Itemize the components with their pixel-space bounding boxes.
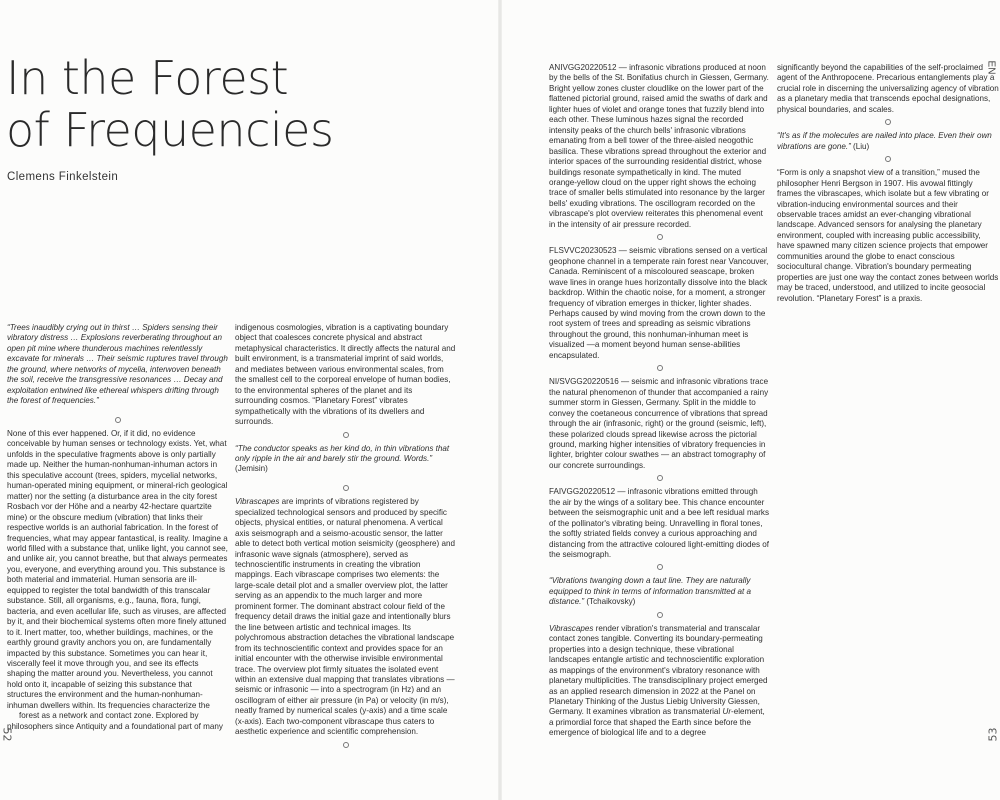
quote-attribution: (Tchaikovsky) xyxy=(586,597,636,607)
title-line-2: of Frequencies xyxy=(6,103,334,157)
body-paragraph: FAIVGG20220512 — infrasonic vibrations emitted through the air by the wings of a solitary bee. This chance encounter between the seismographic unit and a bee left residual marks of the pollinator's vibrating being. Unravelling in floral tones, the softly striated fields convey a curious approaching and distancing from the attractive coloured light-emitting diodes of the seismograph. xyxy=(549,487,770,560)
body-paragraph: significantly beyond the capabilities of the self-proclaimed agent of the Anthropocene. Precarious entanglements play a crucial role in discerning the universalizing agency of vibration as a planetary media that transcends epochal designations, physical boundaries, and scales. xyxy=(777,63,999,114)
section-divider-dot xyxy=(657,612,663,618)
page-number-left: 52 xyxy=(0,727,14,742)
article-title xyxy=(6,52,333,156)
section-divider-dot xyxy=(657,365,663,371)
quote-text: “The conductor speaks as her kind do, in thin vibrations that only ripple in the air and barely stir the ground. Words.” xyxy=(235,443,450,463)
column-1 xyxy=(7,323,229,732)
body-paragraph xyxy=(235,497,457,737)
right-page xyxy=(500,0,1000,800)
term-vibrascapes: Vibrascapes xyxy=(235,497,280,507)
section-divider-dot xyxy=(885,119,891,125)
body-paragraph: ANIVGG20220512 — infrasonic vibrations produced at noon by the bells of the St. Bonifatius church in Giessen, Germany. Bright yellow zones cluster cloudlike on the lower part of the flattened pictorial ground, raised amid the swaths of dark and lighter hues of violet and orange tones that fuzzily blend into each other. These luminous hazes signal the recorded intensity peaks of the church bells' infrasonic vibrations emanating from a bell tower of the three-aisled neogothic basilica. These vibrations spread throughout the exterior and interior spaces of the surrounding residential district, whose buildings resonate sympathetically in kind. The muted orange-yellow cloud on the upper right shows the echoing trace of smaller bells stimulated into resonance by the larger bells' exuding vibrations. The oscillogram recorded on the vibrascape's plot overview reiterates this phenomenal event in the intensity of air pressure recorded. xyxy=(549,63,769,229)
section-divider-dot xyxy=(343,742,349,748)
section-divider-dot xyxy=(657,234,663,240)
quote-block xyxy=(235,444,457,475)
author-name: Clemens Finkelstein xyxy=(7,171,119,183)
title-line-1: In the Forest xyxy=(6,51,289,105)
body-paragraph xyxy=(549,624,771,739)
epigraph-quote: “Trees inaudibly crying out in thirst … Spiders sensing their vibratory distress … Explosions reverberating throughout an open pit mine where thunderous machines relentlessly excavate for minerals … Their seismic ruptures travel through the ground, where networks of mycelia, interwoven beneath the soil, receive the transgressive resonances … Decay and exploitation entwined like ethereal whispers drifting through the forest of frequencies.” xyxy=(7,323,228,406)
body-paragraph: indigenous cosmologies, vibration is a captivating boundary object that coalesces concrete physical and abstract metaphysical characteristics. It directly affects the natural and built environment, is a transmaterial imprint of said worlds, and mediates between various environmental scales, from the smallest cell to the corporeal envelope of human bodies, to the environmental spheres of the planet and its surrounding cosmos. “Planetary Forest” vibrates sympathetically with the vibrations of its dwellers and surrounds. xyxy=(235,323,456,427)
term-ur: Ur xyxy=(722,707,732,717)
section-divider-dot xyxy=(885,156,891,162)
quote-block xyxy=(777,131,999,152)
language-marker: EN xyxy=(985,60,997,75)
quote-text: “It's as if the molecules are nailed into place. Even their own vibrations are gone.” xyxy=(777,131,992,151)
column-3 xyxy=(549,63,771,749)
section-divider-dot xyxy=(657,475,663,481)
column-2 xyxy=(235,323,457,754)
section-divider-dot xyxy=(343,485,349,491)
column-4 xyxy=(777,60,999,314)
quote-attribution: (Jemisin) xyxy=(235,464,268,474)
body-paragraph: “Form is only a snapshot view of a transition,” mused the philosopher Henri Bergson in 1907. His avowal fittingly frames the vibrascapes, which isolate but a few vibrating or vibration-inducing environmental sources and their observable traces amidst an ever-changing vibrational landscape. Advanced sensors for analysing the planetary environment, coupled with increasing public accessibility, have spawned many citizen science projects that empower communities around the globe to enact conscious sociocultural change. Vibration's boundary permeating properties are just one way the contact zones between worlds may be traced, understood, and utilized to incite geosocial revolution. “Planetary Forest” is a praxis. xyxy=(777,168,999,303)
paragraph-text: are imprints of vibrations registered by specialized technological sensors and produced by specific objects, physical entities, or natural phenomena. A vertical axis seismograph and a seismo-acoustic sensor, the latter able to detect both vertical motion seismicity (geosphere) and infrasonic wave signals (atmosphere), served as technoscientific instruments in creating the vibration mappings. Each vibrascape comprises two elements: the large-scale detail plot and a smaller overview plot, the latter serving as an appendix to the much larger and more prominent former. The dominant abstract colour field of the frequency detail draws the initial gaze and intentionally blurs the line between artistic and technical images. Its polychromous abstraction detaches the vibrational landscape from its technoscientific context and provides space for an initial encounter with the otherwise invisible environmental trace. The overview plot firmly situates the isolated event within an extensive dual mapping that translates vibrations — seismic or infrasonic — into a spectrogram (in Hz) and an oscillogram of either air pressure (in Pa) or velocity (in m/s), neatly framed by numerical scales (y-axis) and a time scale (x-axis). Each two-component vibrascape thus caters to aesthetic experience and scientific comprehension. xyxy=(235,497,455,737)
paragraph-text: render vibration's transmaterial and transcalar contact zones tangible. Converting its boundary-permeating properties into a design technique, these vibrational landscapes entangle artistic and technoscientific exploration as mappings of the environment's vibratory resonance with planetary multiplicities. The transdisciplinary project emerged as an applied research dimension in 2022 at the Panel on Planetary Thinking of the Justus Liebig University Giessen, Germany. It examines vibration as transmaterial xyxy=(549,623,768,717)
section-divider-dot xyxy=(657,564,663,570)
section-divider-dot xyxy=(115,417,121,423)
section-divider-dot xyxy=(343,432,349,438)
quote-block xyxy=(549,576,771,607)
body-paragraph: None of this ever happened. Or, if it did, no evidence conceivable by human senses or technology exists. Yet, what unfolds in the speculative fragments above is only partially made up. Neither the human-nonhuman-inhuman actors in this speculative account (trees, spiders, mycelial networks, human-operated mining equipment, or mineral-rich geological matter) nor the setting (a disturbance area in the city forest Rosbach vor der Höhe and a nearby 42-hectare quartzite mine) or the obscure medium (vibration) that links their respective worlds is an authorial fabrication. In the forest of frequencies, what may appear fantastical, is reality. Imagine a world filled with a substance that, unlike light, you cannot see, and unlike air, you cannot breathe, but that always permeates you, everyone, and everything around you. This substance is both material and immaterial. Human sensoria are ill-equipped to register the total bandwidth of this transcalar substance. Still, all organisms, e.g., fauna, flora, fungi, bacteria, and even acellular life, such as viruses, are affected by it, and their biochemical systems often more finely attuned to it. Inert matter, too, whether buildings, machines, or the earthly ground gravity anchors you on, are fundamentally impacted by this substance. Sometimes you can hear it, viscerally feel it move through you, and see its effects shaping the matter around you. Nevertheless, you cannot hold onto it, incapable of seizing this substance that structures the environment and the human-nonhuman-inhuman dwellers within. Its frequencies characterize the xyxy=(7,429,228,710)
term-vibrascapes: Vibrascapes xyxy=(549,623,594,633)
paragraph-text-end: -element, a primordial force that shaped the Earth since before the emergence of biological life and to a degree xyxy=(549,707,765,738)
quote-attribution: (Liu) xyxy=(853,141,870,151)
body-paragraph: FLSVVC20230523 — seismic vibrations sensed on a vertical geophone channel in a temperate rain forest near Vancouver, Canada. Reminiscent of a miscoloured seascape, broken wave lines in orange hues horizontally dissolve into the black backdrop. Within the chaotic noise, for a moment, a stronger frequency of vibration emerges in thicker, lighter shades. Perhaps caused by wind moving from the crown down to the root system of trees and spreading as seismic vibrations throughout the ground, this nonhuman-inhuman meet is visualized —a moment beyond human sense-abilities encapsulated. xyxy=(549,246,769,360)
body-paragraph: forest as a network and contact zone. Explored by philosophers since Antiquity and a foundational part of many xyxy=(7,711,223,731)
quote-text: “Vibrations twanging down a taut line. They are naturally equipped to think in terms of information transmitted at a distance.” xyxy=(549,576,751,607)
page-number-right: 53 xyxy=(986,727,1000,742)
body-paragraph: NI/SVGG20220516 — seismic and infrasonic vibrations trace the natural phenomenon of thunder that accompanied a rainy summer storm in Giessen, Germany. Split in the middle to convey the coetaneous concurrence of vibrations that spread through the air (infrasonic, right) or the ground (seismic, left), these polarized clouds spread likewise across the pictorial ground, marking higher intensities of vibratory frequencies in lighter, brighter colour swathes — an abstract tomography of our concrete surroundings. xyxy=(549,377,769,470)
